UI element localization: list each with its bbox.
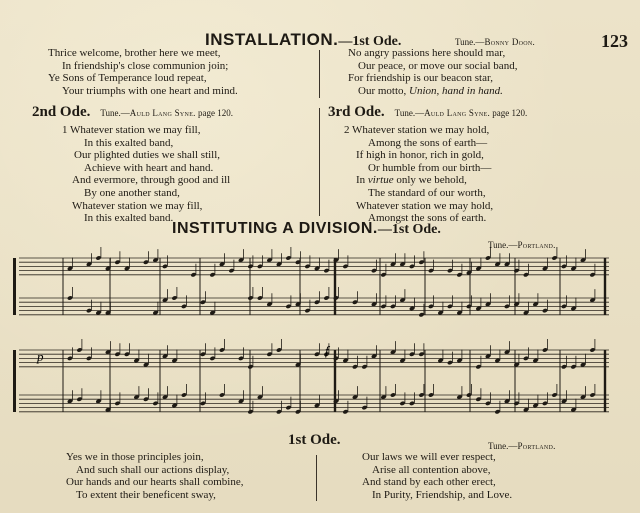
verse-line: In this exalted band. bbox=[84, 212, 174, 225]
tune-name: Auld Lang Syne. bbox=[424, 108, 491, 118]
verse-line: Yes we in those principles join, bbox=[66, 451, 204, 463]
dynamic-piano: p bbox=[37, 349, 44, 364]
tune-name: Portland. bbox=[517, 240, 556, 250]
verse-word: In bbox=[356, 174, 366, 187]
verse-line: Our hands and our hearts shall combine, bbox=[66, 476, 244, 489]
verse-line: For friendship is our beacon star, bbox=[348, 72, 493, 85]
verse-line: In Purity, Friendship, and Love. bbox=[372, 488, 513, 501]
verse-line: only we behold, bbox=[396, 174, 467, 187]
column-divider bbox=[316, 455, 317, 501]
page-number: 123 bbox=[601, 31, 628, 51]
verse-line: No angry passions here should mar, bbox=[348, 47, 506, 59]
verse-line: Amongst the sons of earth. bbox=[368, 212, 487, 225]
second-ode-title: 2nd Ode. bbox=[32, 104, 91, 120]
verse-line: 1 Whatever station we may fill, bbox=[62, 124, 201, 136]
verse-line: And stand by each other erect, bbox=[362, 476, 496, 489]
verse-line: Our peace, or move our social band, bbox=[358, 59, 518, 72]
verse-line: And such shall our actions display, bbox=[76, 463, 230, 476]
dynamic-forte: f bbox=[325, 343, 329, 358]
verse-line: Among the sons of earth— bbox=[368, 136, 488, 149]
tune-prefix: Tune.— bbox=[394, 108, 425, 118]
motto: Union, hand in hand. bbox=[409, 84, 503, 97]
system-bracket bbox=[13, 350, 16, 412]
verse-line: Or humble from our birth— bbox=[368, 161, 492, 174]
bottom-ode-tune bbox=[488, 441, 556, 451]
note-heads bbox=[67, 247, 596, 414]
staff-lines bbox=[19, 258, 609, 412]
verse-line: In friendship's close communion join; bbox=[62, 59, 229, 72]
page-ref: page 120. bbox=[197, 108, 233, 118]
verse-line: In this exalted band, bbox=[84, 136, 174, 149]
bottom-right-verse bbox=[362, 451, 512, 501]
tune-prefix: Tune.— bbox=[455, 37, 485, 47]
installation-title: INSTALLATION. bbox=[205, 30, 339, 49]
verse-line: Whatever station we may hold, bbox=[356, 199, 494, 212]
verse-line: Achieve with heart and hand. bbox=[84, 161, 214, 174]
tune-name: Portland. bbox=[517, 441, 556, 451]
tune-name: Auld Lang Syne. bbox=[129, 108, 196, 118]
installation-ode: —1st Ode. bbox=[338, 34, 402, 49]
tune-prefix: Tune.— bbox=[488, 441, 518, 451]
verse-line: Whatever station we may fill, bbox=[72, 199, 203, 212]
bottom-left-verse bbox=[66, 451, 243, 501]
verse-line: Arise all contention above, bbox=[372, 463, 491, 476]
page-ref: page 120. bbox=[492, 108, 528, 118]
verse-line: Your triumphs with one heart and mind. bbox=[62, 84, 238, 97]
bar-lines bbox=[13, 258, 605, 412]
instituting-ode: —1st Ode. bbox=[377, 222, 441, 237]
verse-line: And evermore, through good and ill bbox=[72, 174, 231, 187]
verse-line: Ye Sons of Temperance loud repeat, bbox=[48, 72, 207, 85]
bottom-ode-title: 1st Ode. bbox=[288, 432, 341, 448]
tune-name: Bonny Doon. bbox=[484, 37, 536, 47]
verse-line: If high in honor, rich in gold, bbox=[356, 149, 484, 162]
verse-line: By one another stand, bbox=[84, 186, 180, 199]
verse-word-italic: virtue bbox=[367, 174, 394, 187]
tune-prefix: Tune.— bbox=[100, 108, 130, 118]
tune-prefix: Tune.— bbox=[488, 240, 518, 250]
verse-line: The standard of our worth, bbox=[368, 186, 486, 199]
third-ode-title: 3rd Ode. bbox=[328, 104, 385, 120]
verse-line: 2 Whatever station we may hold, bbox=[344, 124, 490, 136]
verse-line: Our laws we will ever respect, bbox=[362, 451, 496, 463]
verse-line: Our plighted duties we shall still, bbox=[74, 149, 221, 162]
instituting-title: INSTITUTING A DIVISION. bbox=[172, 220, 378, 237]
verse-line: Our motto, bbox=[358, 84, 407, 97]
verse-line: Thrice welcome, brother here we meet, bbox=[48, 47, 221, 59]
verse-line: To extent their beneficent sway, bbox=[76, 488, 216, 501]
system-bracket bbox=[13, 258, 16, 315]
